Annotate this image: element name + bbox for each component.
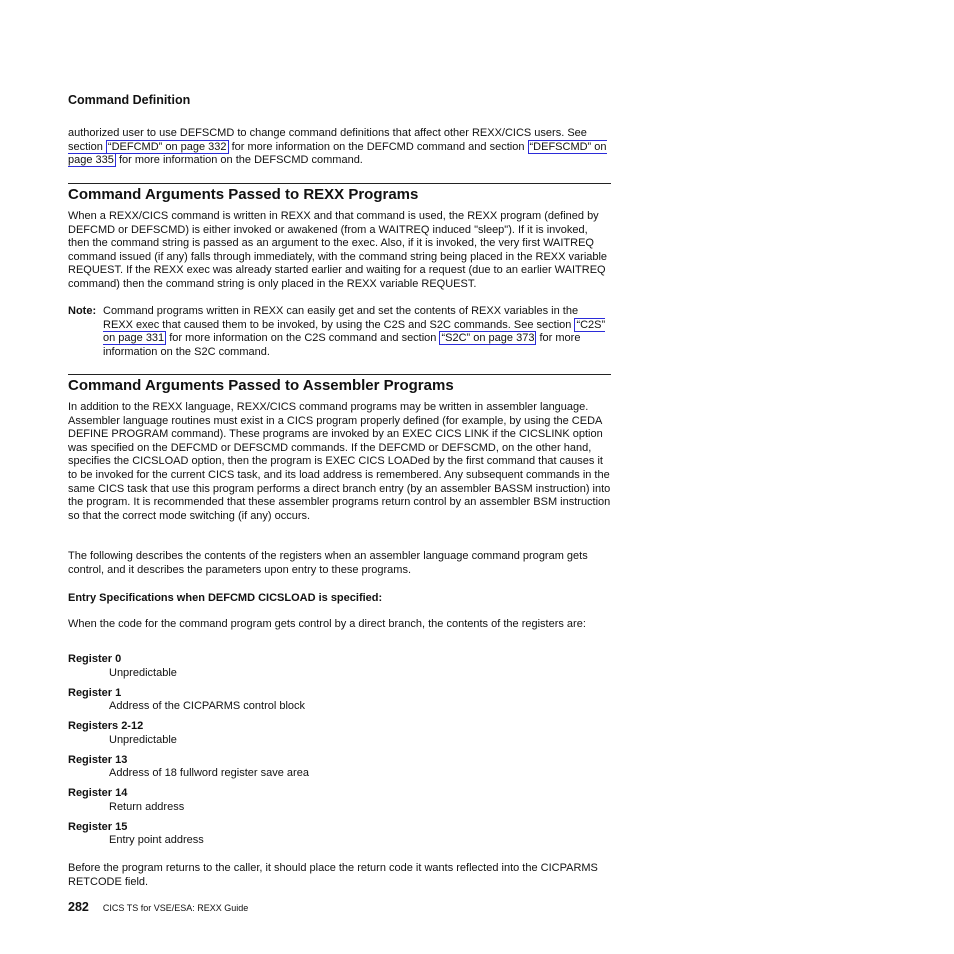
- register-entry: [68, 754, 611, 781]
- register-term: Registers 2-12: [68, 720, 144, 733]
- register-definition-list: [68, 653, 611, 854]
- register-description: Unpredictable: [109, 733, 177, 746]
- entry-specifications-subheading: Entry Specifications when DEFCMD CICSLOAD is specified:: [68, 592, 383, 604]
- page-number: 282: [68, 900, 89, 914]
- register-term: Register 13: [68, 753, 128, 766]
- page-footer: [68, 900, 248, 914]
- register-term: Register 15: [68, 820, 128, 833]
- register-description: Entry point address: [109, 834, 204, 847]
- defscmd-cross-reference-link[interactable]: “DEFSCMD” on page 335: [68, 140, 607, 167]
- assembler-programs-paragraph: In addition to the REXX language, REXX/CICS command programs may be written in assembler language. Assembler language routines must exist in a CICS program properly defined (for example, by using the CEDA DEFINE PROGRAM command). These programs are invoked by an EXEC CICS LINK if the CICSLINK option was specified on the DEFCMD or DEFSCMD commands. If the DEFCMD or DEFSCMD, on the other hand, specifies the CICSLOAD option, then the program is EXEC CICS LOADed by the first command that causes it to be invoked for the current CICS task, and its load address is remembered. Any subsequent commands in the same CICS task that use this program performs a direct branch entry (by an assembler BASSM instruction) into the program. It is recommended that these assembler programs return control by an assembler BSM instruction so that the correct mode switching (if any) occurs.: [68, 401, 611, 522]
- register-term: Register 0: [68, 653, 122, 665]
- note-text-2: for more information on the C2S command and section: [166, 332, 440, 345]
- register-description: Address of the CICPARMS control block: [109, 700, 306, 713]
- note-block: [68, 305, 611, 359]
- intro-text-2: for more information on the DEFCMD command and section: [228, 140, 528, 153]
- s2c-cross-reference-link[interactable]: “S2C” on page 373: [441, 332, 535, 345]
- register-entry: [68, 787, 611, 814]
- intro-text-3: for more information on the DEFSCMD command.: [115, 154, 363, 167]
- register-entry: [68, 821, 611, 848]
- intro-text-1: authorized user to use DEFSCMD to change command definitions that affect other REXX/CICS users. See section: [68, 127, 587, 153]
- note-text-1: Command programs written in REXX can easily get and set the contents of REXX variables in the REXX exec that caused them to be invoked, by using the C2S and S2C commands. See section: [103, 305, 579, 331]
- section-heading-assembler-programs: Command Arguments Passed to Assembler Programs: [68, 374, 611, 394]
- registers-intro-paragraph: The following describes the contents of the registers when an assembler language command program gets control, and it describes the parameters upon entry to these programs.: [68, 550, 588, 576]
- register-term: Register 14: [68, 787, 128, 800]
- register-description: Address of 18 fullword register save area: [109, 767, 309, 780]
- section-heading-rexx-programs: Command Arguments Passed to REXX Programs: [68, 183, 611, 203]
- register-entry: [68, 720, 611, 747]
- running-head: Command Definition: [68, 93, 191, 107]
- register-term: Register 1: [68, 686, 122, 699]
- register-description: Unpredictable: [109, 666, 177, 679]
- book-title: CICS TS for VSE/ESA: REXX Guide: [102, 903, 249, 913]
- rexx-programs-paragraph: When a REXX/CICS command is written in REXX and that command is used, the REXX program (defined by DEFCMD or DEFSCMD) is either invoked or awakened (from a WAITREQ induced "sleep"). If it is invoked, then the command string is passed as an argument to the exec. Also, if it is invoked, the very first WAITREQ command issued (if any) falls through immediately, with the command string being placed in the REXX variable REQUEST. If the REXX exec was already started earlier and waiting for a request (due to an earlier WAITREQ command) then the command string is only placed in the REXX variable REQUEST.: [68, 210, 608, 290]
- direct-branch-paragraph: When the code for the command program gets control by a direct branch, the contents of the registers are:: [68, 618, 586, 630]
- return-code-paragraph: Before the program returns to the caller, it should place the return code it wants reflected into the CICPARMS RETCODE field.: [68, 862, 598, 888]
- register-entry: [68, 687, 611, 714]
- note-text-3: for more information on the S2C command.: [103, 332, 581, 358]
- note-text: [103, 305, 611, 359]
- note-label: Note:: [68, 305, 97, 317]
- intro-paragraph: [68, 127, 611, 168]
- register-entry: [68, 653, 611, 680]
- defcmd-cross-reference-link[interactable]: “DEFCMD” on page 332: [107, 140, 227, 153]
- register-description: Return address: [109, 800, 185, 813]
- c2s-cross-reference-link[interactable]: “C2S” on page 331: [103, 318, 606, 345]
